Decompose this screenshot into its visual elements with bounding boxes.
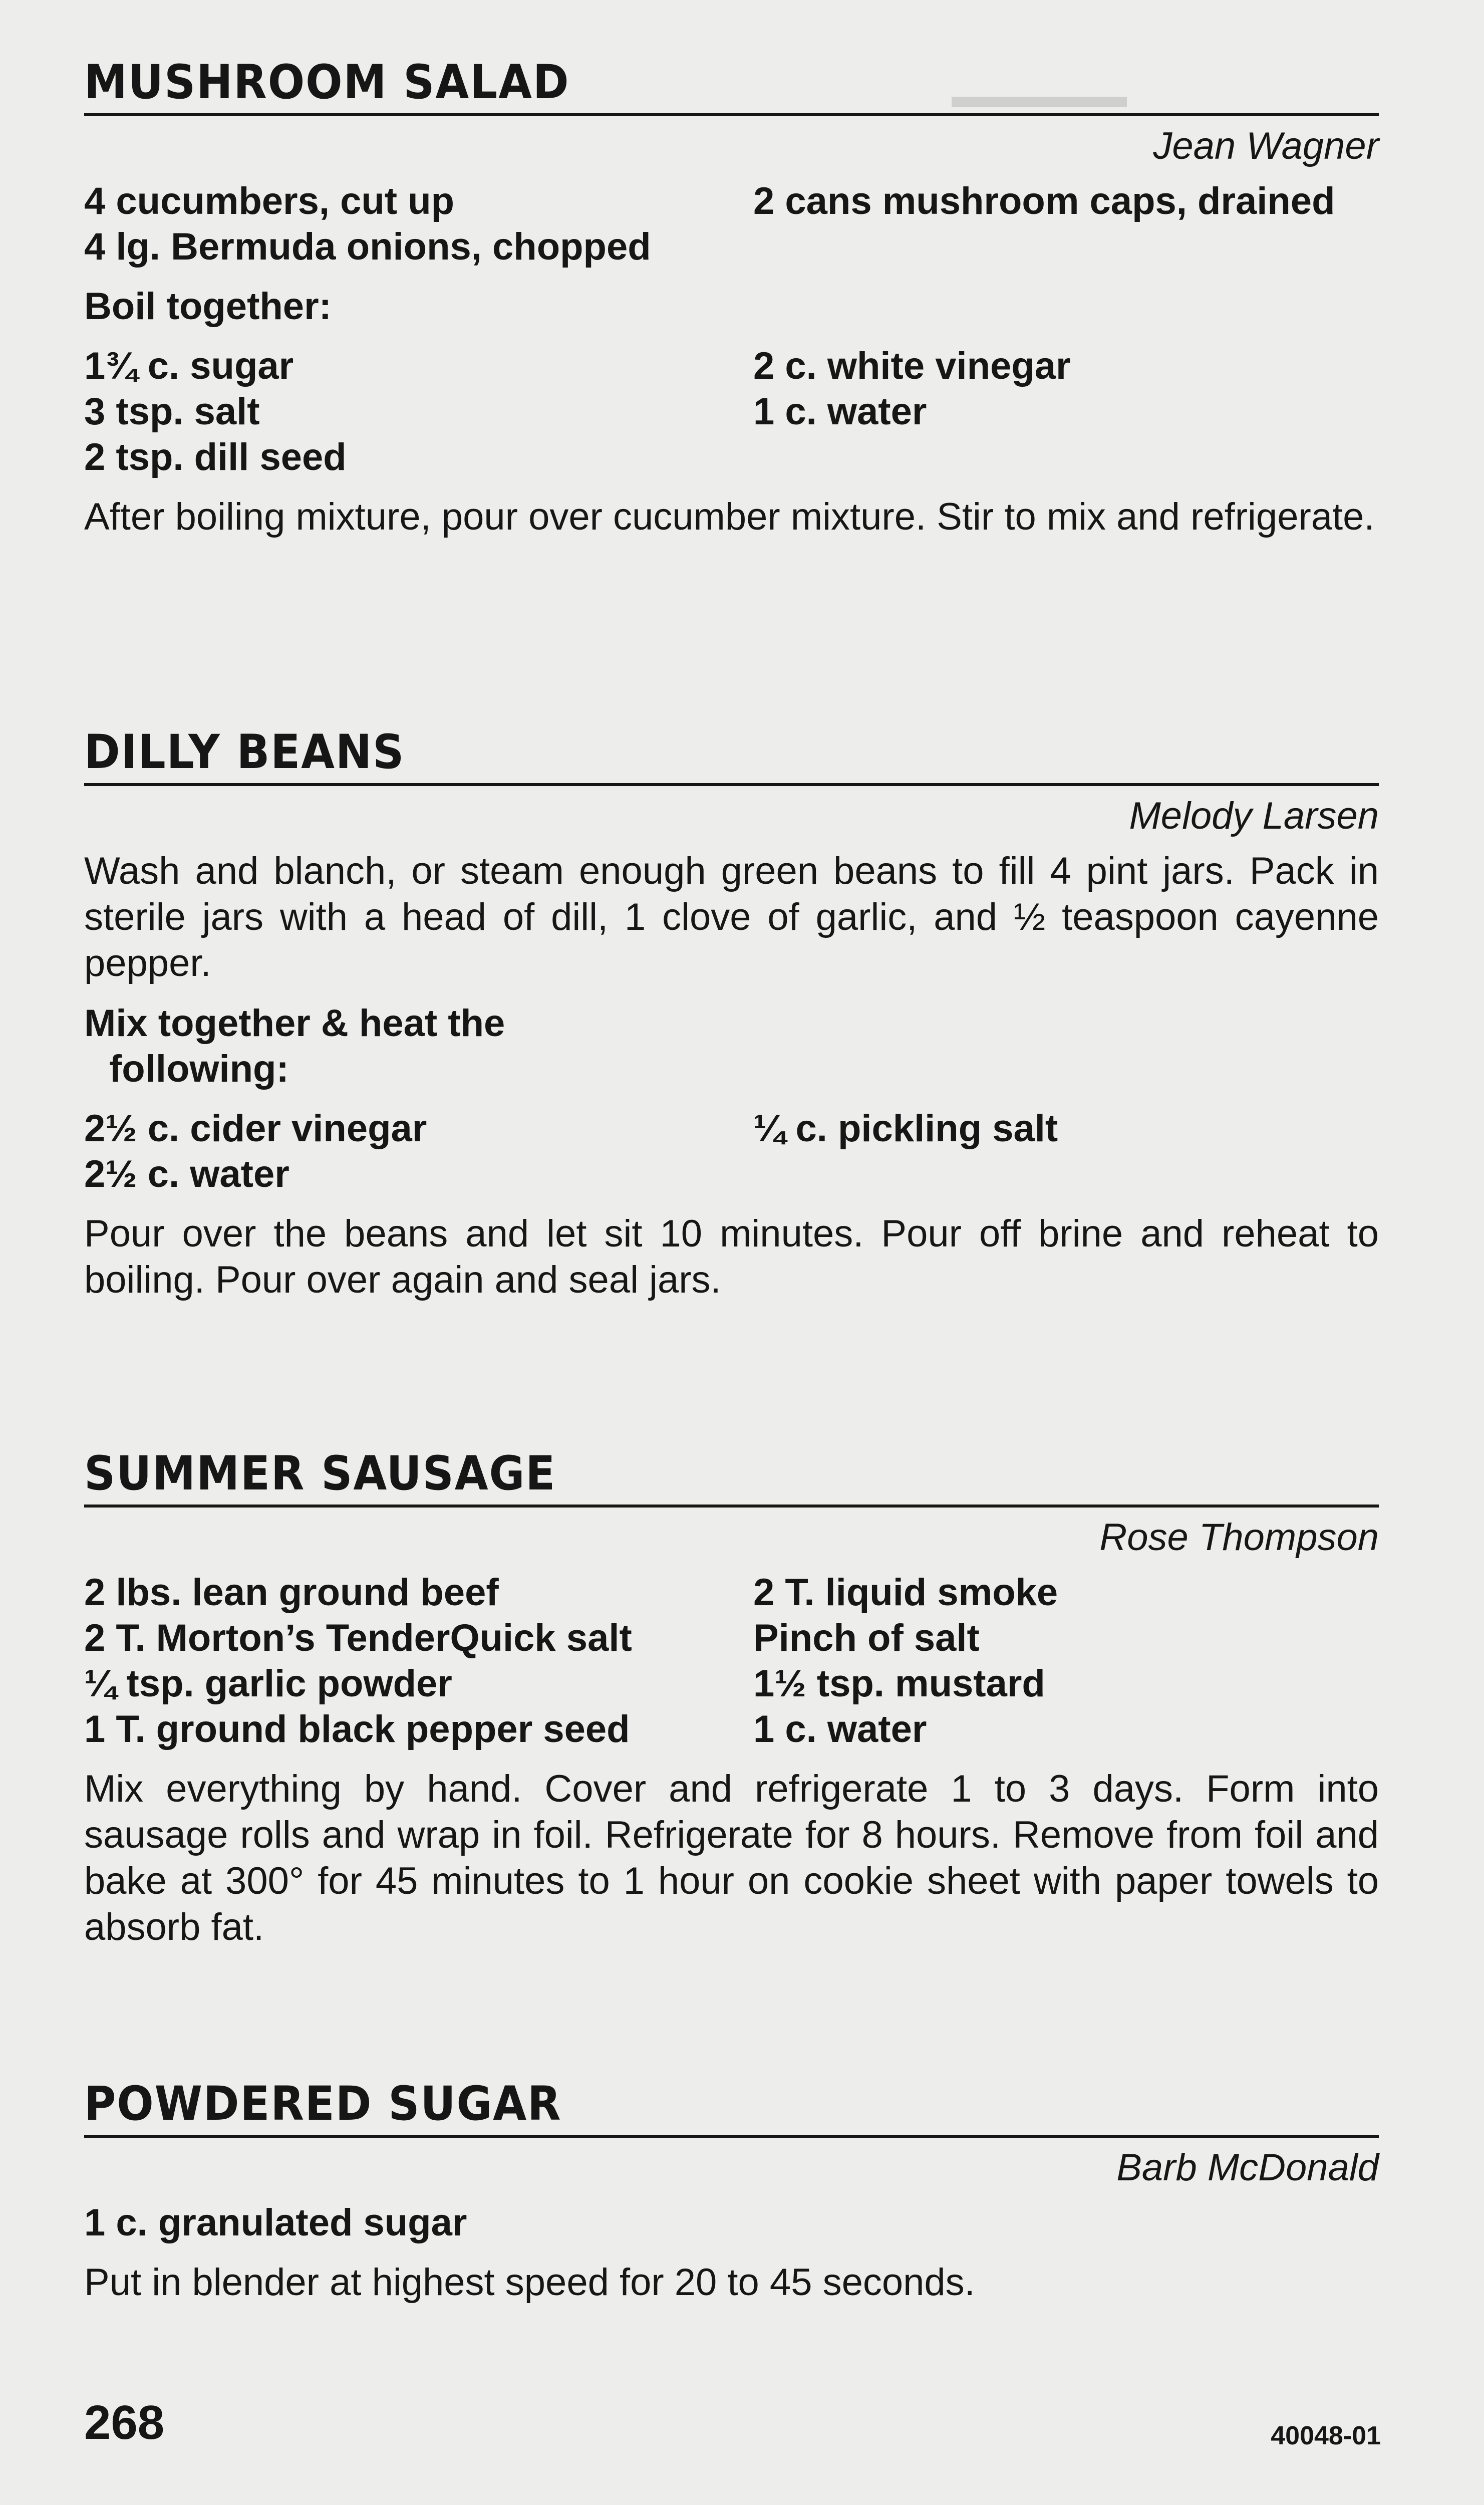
recipe-intro: Wash and blanch, or steam enough green beans to fill 4 pint jars. Pack in sterile jars with a head of dill, 1 clove of garlic, and ½ teaspoon cayenne pepper. xyxy=(84,850,1379,984)
recipe-summer-sausage xyxy=(84,1446,1379,1950)
ingredient-line: 1 c. granulated sugar xyxy=(84,2201,467,2244)
ingredient-line: 1¾ c. sugar xyxy=(84,345,294,387)
ingredient-line: 2½ c. cider vinegar xyxy=(84,1107,427,1150)
ingredient-line: 2 lbs. lean ground beef xyxy=(84,1571,499,1614)
ingredient-columns xyxy=(84,1570,1379,1752)
ingredient-columns xyxy=(84,343,1379,480)
ingredient-line: ¼ c. pickling salt xyxy=(753,1107,1058,1150)
ingredient-line: 1 T. ground black pepper seed xyxy=(84,1708,630,1750)
recipe-author: Melody Larsen xyxy=(1129,795,1379,837)
ingredient-line: 2½ c. water xyxy=(84,1153,289,1195)
recipe-powdered-sugar xyxy=(84,2077,1379,2306)
bleed-through-texture: ▬▬▬▬▬ xyxy=(952,76,1127,115)
ingredient-line: Pinch of salt xyxy=(753,1617,980,1659)
recipe-author: Jean Wagner xyxy=(1153,125,1379,167)
recipe-subheading: Boil together: xyxy=(84,285,332,328)
subheading-line: following: xyxy=(109,1048,289,1090)
subheading-line: Mix together & heat the xyxy=(84,1002,505,1045)
ingredient-line: 4 cucumbers, cut up xyxy=(84,180,455,222)
ingredient-columns xyxy=(84,1106,1379,1197)
ingredient-line: 3 tsp. salt xyxy=(84,390,260,433)
ingredient-line: 2 c. white vinegar xyxy=(753,345,1071,387)
recipe-title: DILLY BEANS xyxy=(84,725,405,780)
recipe-dilly-beans xyxy=(84,725,1379,1303)
recipe-directions: Pour over the beans and let sit 10 minutes. Pour off brine and reheat to boiling. Pour over again and seal jars. xyxy=(84,1212,1379,1301)
recipe-subheading xyxy=(84,1000,1379,1092)
ingredient-line: 4 lg. Bermuda onions, chopped xyxy=(84,225,651,268)
recipe-title: MUSHROOM SALAD xyxy=(84,55,570,110)
ingredient-line: 2 T. liquid smoke xyxy=(753,1571,1058,1614)
page-number: 268 xyxy=(84,2396,165,2449)
ingredient-line: 2 cans mushroom caps, drained xyxy=(753,180,1335,222)
title-rule xyxy=(84,113,1379,116)
recipe-directions: Put in blender at highest speed for 20 to 45 seconds. xyxy=(84,2261,975,2304)
ingredient-line: 2 tsp. dill seed xyxy=(84,436,347,478)
ingredient-line: 1 c. water xyxy=(753,1708,927,1750)
recipe-mushroom-salad xyxy=(84,55,1379,540)
title-rule xyxy=(84,1505,1379,1508)
ingredient-line: 1 c. water xyxy=(753,390,927,433)
recipe-author: Rose Thompson xyxy=(1099,1516,1379,1559)
print-code: 40048-01 xyxy=(1271,2421,1381,2450)
recipe-directions: Mix everything by hand. Cover and refrigerate 1 to 3 days. Form into sausage rolls and wrap in foil. Refrigerate for 8 hours. Remove from foil and bake at 300° for 45 minutes to 1 hour on cookie sheet with paper towels to absorb fat. xyxy=(84,1768,1379,1948)
ingredient-columns xyxy=(84,178,1379,270)
recipe-title: SUMMER SAUSAGE xyxy=(84,1446,556,1501)
title-rule xyxy=(84,783,1379,786)
ingredient-line: 2 T. Morton’s TenderQuick salt xyxy=(84,1617,632,1659)
ingredient-line: 1½ tsp. mustard xyxy=(753,1662,1045,1705)
ingredient-line: ¼ tsp. garlic powder xyxy=(84,1662,452,1705)
title-rule xyxy=(84,2135,1379,2138)
recipe-title: POWDERED SUGAR xyxy=(84,2077,562,2131)
recipe-author: Barb McDonald xyxy=(1116,2146,1379,2189)
recipe-directions: After boiling mixture, pour over cucumber mixture. Stir to mix and refrigerate. xyxy=(84,495,1375,538)
